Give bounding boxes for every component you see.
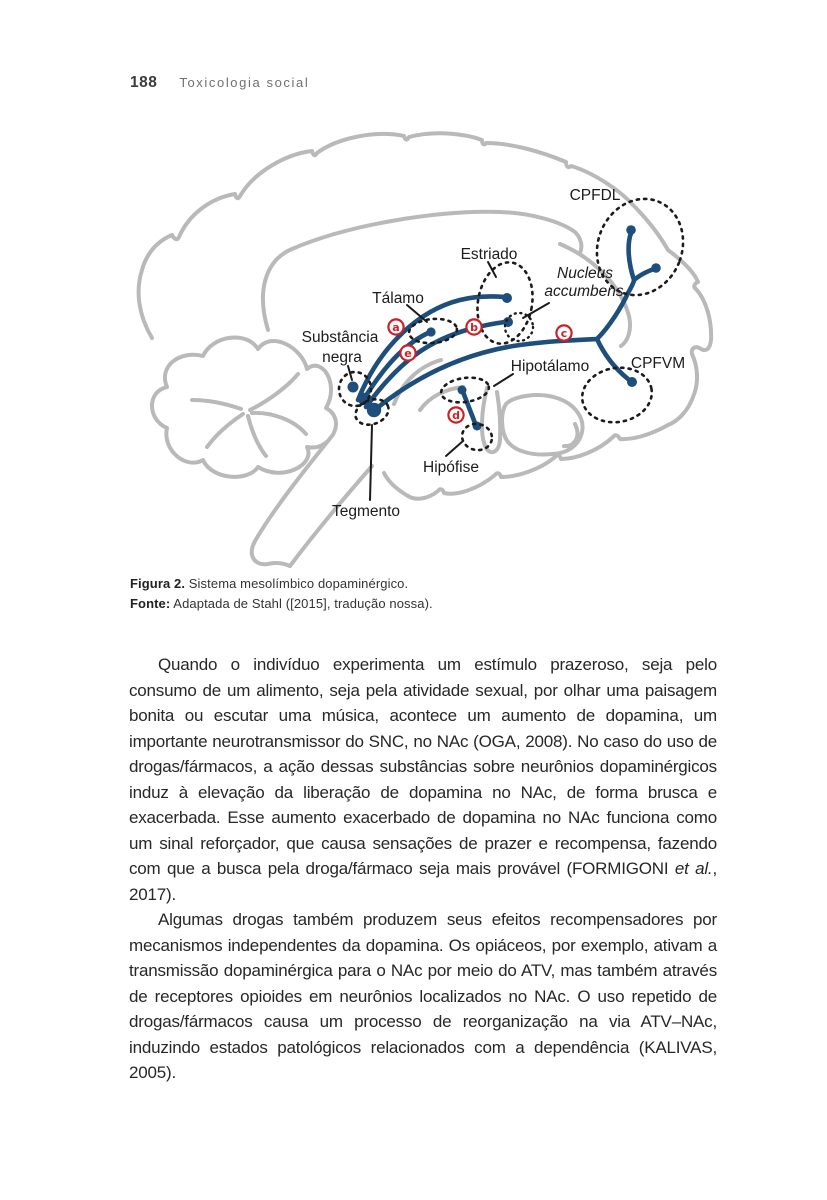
terminal-cpfdl-2 (651, 263, 661, 273)
paragraph-1-post: , 2017). (129, 859, 717, 904)
pathway-hypothalamus-pituitary (463, 392, 475, 423)
pointer-nucleus (523, 303, 549, 318)
label-tegmento: Tegmento (331, 503, 401, 520)
cerebellum-fold-4 (207, 414, 243, 447)
caption-title-line (130, 574, 610, 594)
marker-d (448, 407, 463, 422)
label-cpfdl: CPFDL (569, 187, 621, 204)
pointer-tegmento (370, 425, 372, 500)
marker-e-letter: e (404, 346, 412, 360)
paragraph-2: Algumas drogas também produzem seus efeitos recompensadores por mecanismos independentes da dopamina. Os opiáceos, por exemplo, ativam a transmissão dopaminérgica para o NAc por meio do ATV, mas também através de receptores opioides em neurônios localizados no NAc. O uso repetido de drogas/fármacos causa um processo de reorganização na via ATV–NAc, induzindo estados patológicos relacionados com a dependência (KALIVAS, 2005). (129, 910, 717, 1082)
terminal-hypothalamus (458, 386, 467, 395)
soma-substantia-nigra (348, 382, 359, 393)
figure-caption (130, 574, 610, 614)
label-hipotalamo: Hipotálamo (510, 358, 590, 375)
pathway-cpfdl-arm-right (634, 269, 654, 280)
label-hipofise: Hipófise (423, 459, 479, 476)
running-title: Toxicologia social (179, 75, 310, 90)
marker-c-letter: c (560, 326, 568, 340)
label-talamo: Tálamo (372, 290, 424, 307)
paragraph-1-etal: et al. (668, 859, 713, 878)
pointer-hipotalamo (494, 374, 513, 386)
terminal-cpfvm (627, 377, 637, 387)
body-text (129, 652, 717, 1086)
running-head (130, 74, 309, 92)
soma-tegmentum-2 (367, 403, 381, 417)
label-cpfvm: CPFVM (630, 355, 686, 372)
terminal-cpfdl-1 (626, 225, 636, 235)
cerebellum-fold-2 (252, 413, 306, 434)
terminal-striatum (502, 293, 512, 303)
cerebellum-fold-5 (192, 400, 241, 409)
marker-a-letter: a (392, 320, 400, 334)
marker-a (388, 319, 403, 334)
label-nucleus-line1: Nucleus (557, 265, 613, 282)
cerebellum-fold-3 (248, 416, 266, 456)
pons-hook (564, 424, 577, 446)
label-substancia-line2: negra (322, 349, 362, 366)
cerebellum-outline (152, 337, 336, 476)
pathway-cpfdl-arm-left (629, 233, 634, 280)
caption-source-text: Adaptada de Stahl ([2015], tradução nossa). (170, 596, 433, 611)
figure-brain-diagram (110, 122, 722, 572)
marker-e (400, 345, 415, 360)
label-estriado: Estriado (460, 246, 518, 263)
page-number: 188 (130, 74, 158, 91)
marker-b (466, 319, 481, 334)
caption-source-line (130, 594, 610, 614)
marker-b-letter: b (470, 320, 478, 334)
caption-figure-label: Figura 2. (130, 576, 186, 591)
marker-d-letter: d (452, 408, 460, 422)
brainstem-fill (252, 436, 372, 566)
label-nucleus-line2: accumbens (544, 283, 624, 300)
label-substancia-line1: Substância (301, 329, 379, 346)
pathway-to-striatum (358, 296, 505, 400)
region-striatum (471, 258, 538, 348)
caption-source-label: Fonte: (130, 596, 171, 611)
cerebellum-fold-1 (250, 374, 298, 410)
caption-figure-text: Sistema mesolímbico dopaminérgico. (185, 576, 409, 591)
paragraph-1-pre: Quando o indivíduo experimenta um estímulo prazeroso, seja pelo consumo de um alimento, seja pela atividade sexual, por olhar uma paisagem bonita ou escutar uma música, acontece um aumento de dopamina, um importante neurotransmissor do SNC, no NAc (OGA, 2008). No caso do uso de drogas/fármacos, a ação dessas substâncias sobre neurônios dopaminérgicos induz à elevação da liberação de dopamina no NAc, de forma brusca e exacerbada. Esse aumento exacerbado de dopamina no NAc funciona como um sinal reforçador, que causa sensações de prazer e recompensa, fazendo com que a busca pela droga/fármaco seja mais provável (FORMIGONI (129, 655, 717, 878)
pointer-hipofise (446, 441, 463, 456)
terminal-thalamus (426, 327, 435, 336)
mesolimbic-system-diagram (110, 122, 722, 572)
paragraph-1 (129, 652, 717, 907)
region-cpfvm (578, 362, 656, 427)
marker-c (556, 325, 571, 340)
